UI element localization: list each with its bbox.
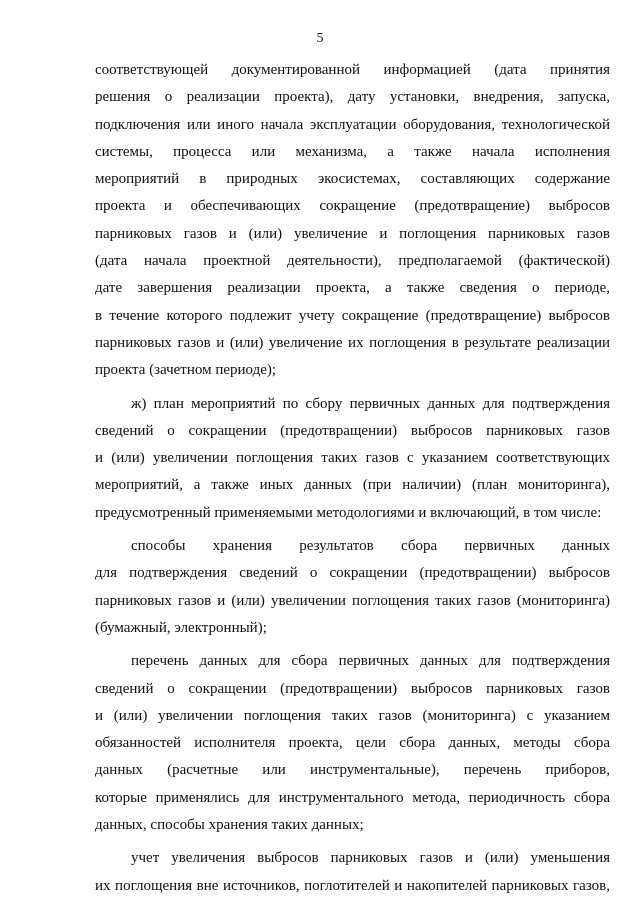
text-line: данных (расчетные или инструментальные), перечень приборов, bbox=[95, 762, 610, 779]
paragraph bbox=[95, 57, 610, 385]
text-line: и (или) увеличении поглощения таких газов с указанием соответствующих bbox=[95, 450, 610, 467]
text-line: (бумажный, электронный); bbox=[95, 619, 267, 636]
text-line: ж) план мероприятий по сбору первичных данных для подтверждения bbox=[131, 395, 610, 412]
text-line: способы хранения результатов сбора первичных данных bbox=[131, 538, 610, 555]
text-line: решения о реализации проекта), дату установки, внедрения, запуска, bbox=[95, 89, 610, 106]
text-line: перечень данных для сбора первичных данных для подтверждения bbox=[131, 653, 610, 670]
text-line: парниковых газов и (или) увеличение их поглощения в результате реализации bbox=[95, 334, 610, 351]
text-line: (дата начала проектной деятельности), предполагаемой (фактической) bbox=[95, 253, 610, 270]
paragraph bbox=[95, 845, 610, 900]
text-line: соответствующей документированной информацией (дата принятия bbox=[95, 62, 610, 78]
text-line: подключения или иного начала эксплуатации оборудования, технологической bbox=[95, 116, 610, 133]
paragraph bbox=[95, 533, 610, 642]
paragraph bbox=[95, 391, 610, 527]
text-line: системы, процесса или механизма, а также начала исполнения bbox=[95, 143, 610, 160]
text-line: для подтверждения сведений о сокращении (предотвращении) выбросов bbox=[95, 565, 610, 582]
text-line: учет увеличения выбросов парниковых газов и (или) уменьшения bbox=[131, 850, 610, 867]
text-line: обязанностей исполнителя проекта, цели сбора данных, методы сбора bbox=[95, 735, 610, 752]
text-line: предусмотренный применяемыми методологиями и включающий, в том числе: bbox=[95, 504, 602, 521]
text-line: парниковых газов и (или) увеличении поглощения таких газов (мониторинга) bbox=[95, 592, 610, 609]
document-body bbox=[95, 57, 610, 900]
text-line: сведений о сокращении (предотвращении) выбросов парниковых газов bbox=[95, 680, 610, 697]
text-line: их поглощения вне источников, поглотителей и накопителей парниковых газов, bbox=[95, 877, 610, 894]
page-number: 5 bbox=[316, 31, 324, 46]
text-line: сведений о сокращении (предотвращении) выбросов парниковых газов bbox=[95, 422, 610, 439]
text-line: мероприятий в природных экосистемах, составляющих содержание bbox=[95, 171, 610, 188]
text-line: и (или) увеличении поглощения таких газов (мониторинга) с указанием bbox=[95, 707, 610, 724]
text-line: в течение которого подлежит учету сокращение (предотвращение) выбросов bbox=[95, 307, 610, 324]
text-line: проекта (зачетном периоде); bbox=[95, 362, 277, 379]
text-line: данных, способы хранения таких данных; bbox=[95, 817, 364, 834]
text-line: проекта и обеспечивающих сокращение (предотвращение) выбросов bbox=[95, 198, 610, 215]
text-line: которые применялись для инструментального метода, периодичность сбора bbox=[95, 789, 610, 806]
text-line: мероприятий, а также иных данных (при наличии) (план мониторинга), bbox=[95, 477, 610, 494]
text-line: парниковых газов и (или) увеличение и поглощения парниковых газов bbox=[95, 225, 610, 242]
paragraph bbox=[95, 648, 610, 839]
text-line: дате завершения реализации проекта, а также сведения о периоде, bbox=[95, 280, 610, 297]
